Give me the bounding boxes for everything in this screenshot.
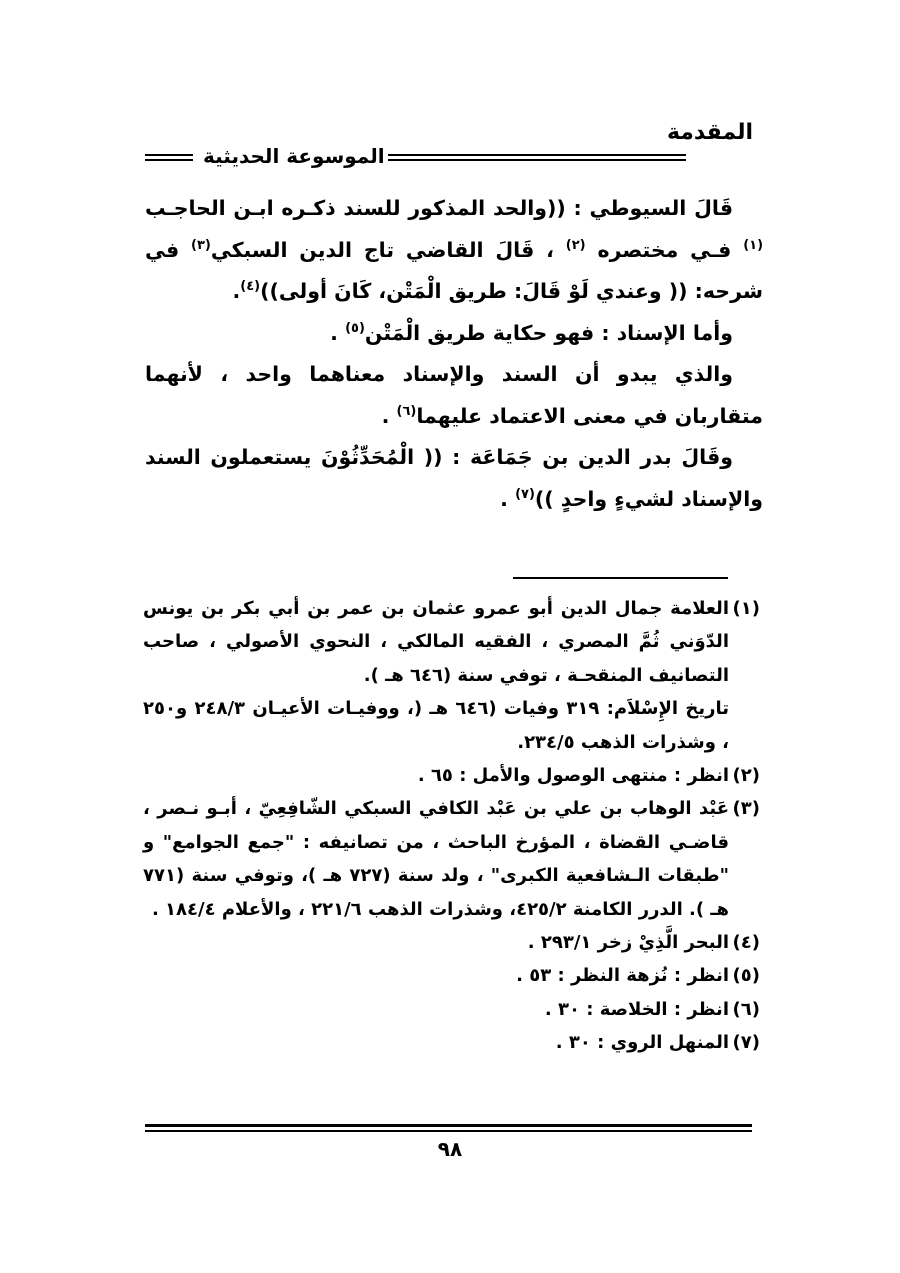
footnote-text: انظر : نُزهة النظر : ٥٣ .: [516, 965, 729, 987]
footnote-ref: (٦): [396, 403, 417, 419]
footnote-4: [143, 926, 760, 959]
text-run: .: [330, 320, 338, 345]
footnote-1-continued: [143, 692, 760, 759]
text-run: قَالَ السيوطي : ((والحد المذكور للسند ذكـره ابـن الحاجـب: [145, 196, 733, 220]
footnote-3: [143, 792, 760, 926]
footnote-text: العلامة جمال الدين أبو عمرو عثمان بن عمر بن أبي بكر بن يونس الدّوَني ثُمَّ المصري ، الفقيه المالكي ، النحوي الأصولي ، صاحب التصانيف المنقحـة ، توفي سنة (٦٤٦ هـ ).: [143, 598, 729, 686]
text-run: .: [232, 279, 241, 303]
footnote-ref: (٥): [345, 320, 365, 336]
footnote-number: (٤): [732, 932, 760, 954]
footnote-text: انظر : منتهى الوصول والأمل : ٦٥ .: [417, 765, 729, 787]
page-number: ٩٨: [437, 1137, 463, 1161]
header-rule-left: [145, 154, 193, 156]
paragraph-2: [145, 313, 763, 355]
text-run: وأما الإسناد : فهو حكاية طريق الْمَتْن: [364, 320, 733, 345]
paragraph-3: [145, 354, 763, 437]
footnote-text: المنهل الروي : ٣٠ .: [555, 1032, 729, 1054]
book-title: الموسوعة الحديثية: [203, 144, 385, 168]
footnote-number: (٥): [732, 965, 760, 987]
footnote-1: [143, 592, 760, 692]
footnote-ref: (١): [743, 237, 764, 253]
footnote-ref: (٢): [565, 237, 586, 253]
main-text: [145, 188, 763, 520]
text-run: .: [500, 486, 508, 511]
footnote-number: (٣): [732, 798, 760, 820]
footnote-ref: (٧): [515, 486, 535, 502]
footnote-2: [143, 759, 760, 792]
footnote-text: عَبْد الوهاب بن علي بن عَبْد الكافي السبكي الشّافِعِيّ ، أبـو نـصر ، قاضـي القضاة ، المؤرخ الباحث ، من تصانيفه : "جمع الجوامع" و "طبقات الـشافعية الكبرى" ، ولد سنة (٧٢٧ هـ )، وتوفي سنة (٧٧١ هـ ). الدرر الكامنة ٤٢٥/٢، وشذرات الذهب ٢٢١/٦ ، والأعلام ١٨٤/٤ .: [143, 798, 729, 920]
text-run: فـي مختصره: [597, 237, 732, 262]
footnote-number: (١): [732, 598, 760, 619]
footnotes: [143, 592, 760, 1060]
section-title: المقدمة: [666, 120, 753, 145]
text-run: في شرحه: (( وعندي لَوْ قَالَ: طريق الْمَتْن، كَانَ أولى)): [145, 237, 763, 303]
paragraph-1: [145, 188, 763, 313]
text-run: والذي يبدو أن السند والإسناد معناهما واحد ، لأنهما متقاربان في معنى الاعتماد عليهما: [145, 362, 763, 428]
text-run: ، قَالَ القاضي تاج الدين السبكي: [210, 237, 554, 262]
footnote-text: تاريخ الإِسْلاَم: ٣١٩ وفيات (٦٤٦ هـ (، ووفيـات الأعيـان ٢٤٨/٣ و٢٥٠ ، وشذرات الذهب ٢٣٤/٥.: [143, 698, 729, 753]
page-bottom-rule: [145, 1124, 752, 1132]
footnote-text: انظر : الخلاصة : ٣٠ .: [544, 998, 729, 1020]
footnote-separator: [513, 577, 728, 579]
footnote-ref: (٤): [240, 279, 261, 295]
footnote-6: [143, 993, 760, 1026]
header-rule-middle: [388, 154, 686, 156]
footnote-text: البحر الَّذِيْ زخر ٢٩٣/١ .: [527, 932, 729, 954]
footnote-ref: (٣): [191, 237, 211, 253]
footnote-number: (٧): [732, 1032, 760, 1054]
text-run: .: [381, 403, 390, 428]
footnote-number: (٢): [732, 765, 760, 787]
footnote-5: [143, 959, 760, 992]
footnote-7: [143, 1026, 760, 1059]
footnote-number: (٦): [732, 998, 760, 1020]
page-header: [145, 118, 753, 170]
paragraph-4: [145, 437, 763, 520]
text-run: وقَالَ بدر الدين بن جَمَاعَة : (( الْمُحَدِّثُوْنَ يستعملون السند والإسناد لشيءٍ واحدٍ )): [145, 445, 763, 511]
